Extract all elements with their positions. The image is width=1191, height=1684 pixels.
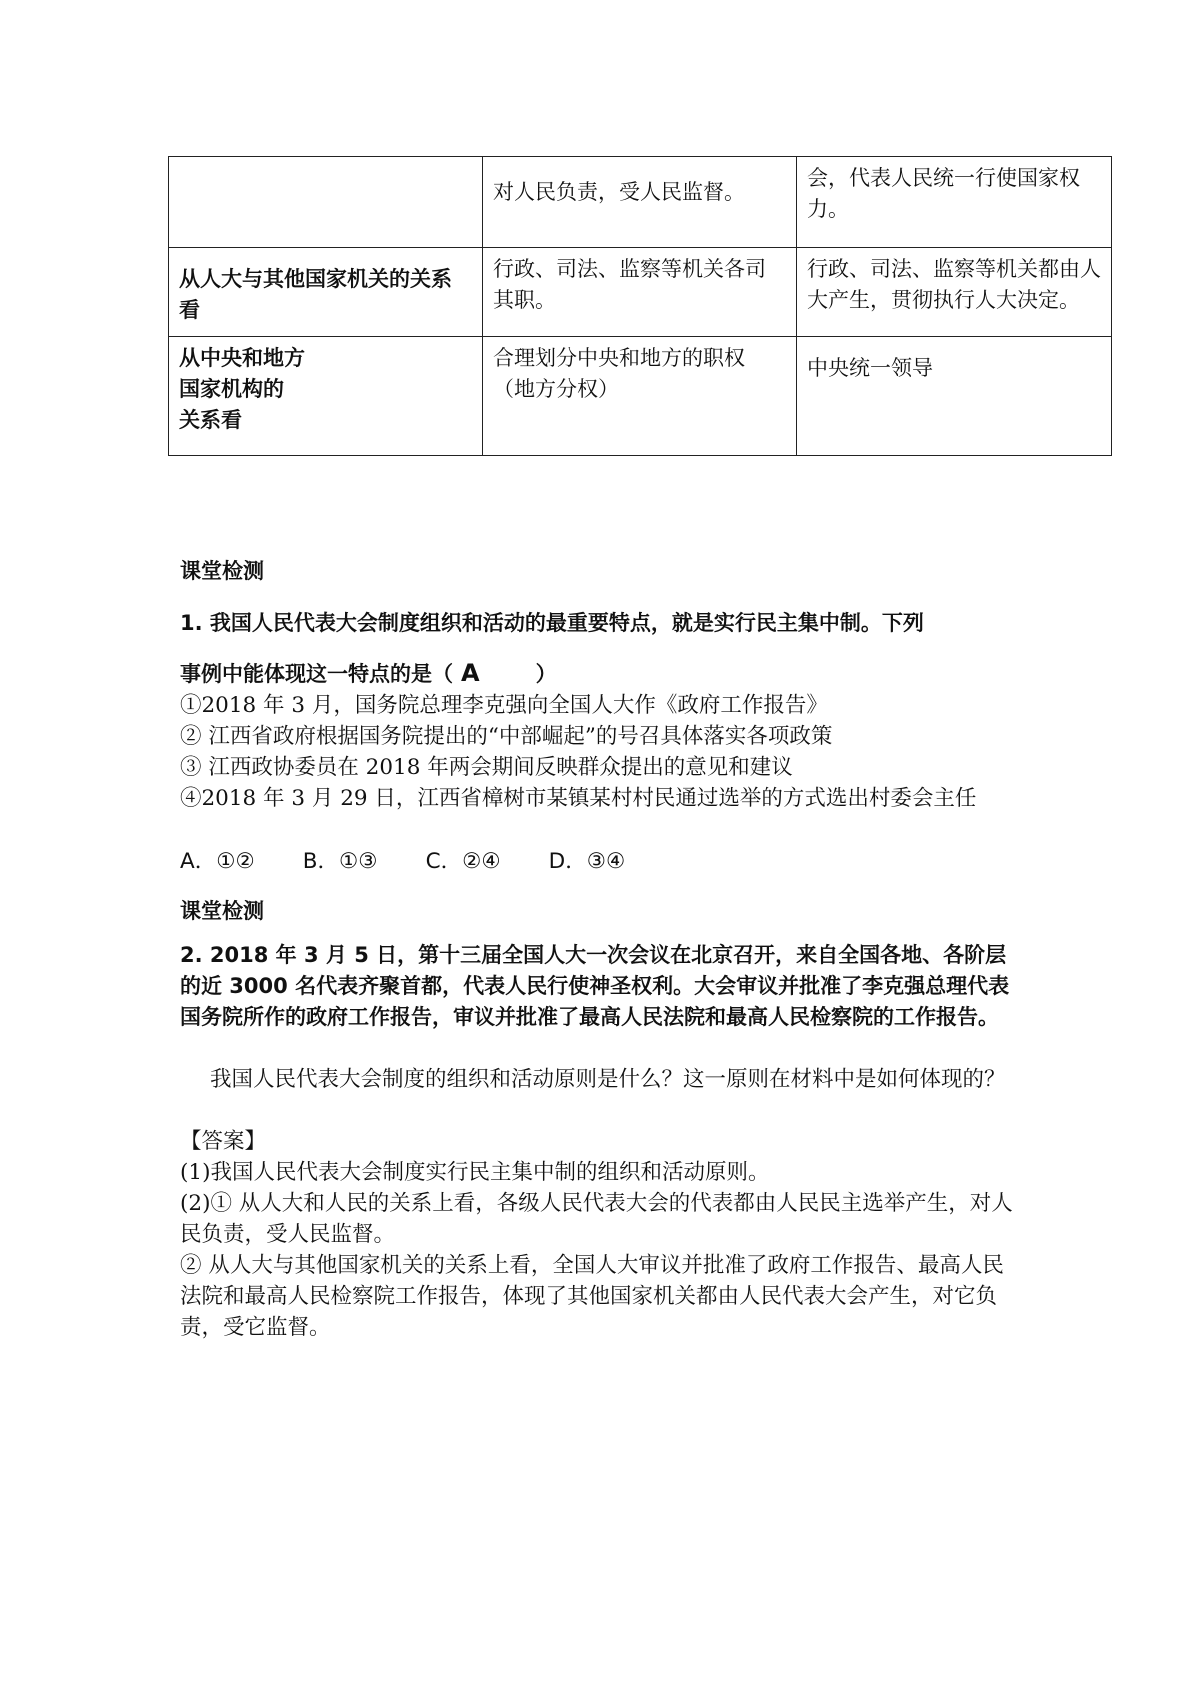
option-b: B．①③ (302, 849, 378, 874)
option-c: C．②④ (425, 849, 501, 874)
table-cell-centralization: 会，代表人民统一行使国家权力。 (797, 157, 1112, 248)
section-heading: 课堂检测 (180, 559, 264, 583)
answer-label: 【答案】 (180, 1129, 267, 1154)
table-cell-separation: 对人民负责，受人民监督。 (483, 157, 797, 248)
question-1-items (180, 690, 1020, 814)
list-item: ①2018 年 3 月，国务院总理李克强向全国人大作《政府工作报告》 (180, 693, 828, 718)
list-item: ② 江西省政府根据国务院提出的“中部崛起”的号召具体落实各项政策 (180, 724, 833, 749)
comparison-table (168, 156, 1112, 456)
table-row (169, 248, 1112, 337)
table-cell-centralization: 行政、司法、监察等机关都由人大产生，贯彻执行人大决定。 (797, 248, 1112, 337)
answer-letter: A (461, 659, 480, 687)
answer-section (180, 1126, 1020, 1343)
answer-options (180, 846, 1020, 877)
table-cell-separation: 行政、司法、监察等机关各司其职。 (483, 248, 797, 337)
question-2-prompt: 我国人民代表大会制度的组织和活动原则是什么？这一原则在材料中是如何体现的？ (210, 1067, 1006, 1092)
aspect-line: 从中央和地方 (179, 346, 305, 370)
list-item: ③ 江西政协委员在 2018 年两会期间反映群众提出的意见和建议 (180, 755, 793, 780)
list-item: ④2018 年 3 月 29 日，江西省樟树市某镇某村村民通过选举的方式选出村委会主任 (180, 786, 977, 811)
aspect-line: 国家机构的 (179, 377, 284, 401)
section-heading: 课堂检测 (180, 899, 264, 923)
table-cell-centralization: 中央统一领导 (797, 337, 1112, 456)
table-cell-aspect (169, 337, 483, 456)
table-row (169, 337, 1112, 456)
answer-point: (2)① 从人大和人民的关系上看，各级人民代表大会的代表都由人民民主选举产生，对人民负责，受人民监督。 (180, 1191, 1013, 1247)
option-d: D．③④ (548, 849, 626, 874)
answer-point: (1)我国人民代表大会制度实行民主集中制的组织和活动原则。 (180, 1160, 770, 1185)
question-line: 1. 我国人民代表大会制度组织和活动的最重要特点，就是实行民主集中制。下列 (180, 611, 924, 635)
table-cell-aspect: 从人大与其他国家机关的关系看 (169, 248, 483, 337)
question-line: 事例中能体现这一特点的是（ A ） (180, 659, 557, 687)
aspect-line: 关系看 (179, 408, 242, 432)
answer-point: ② 从人大与其他国家机关的关系上看，全国人大审议并批准了政府工作报告、最高人民法院和最高人民检察院工作报告，体现了其他国家机关都由人民代表大会产生，对它负责，受它监督。 (180, 1253, 1004, 1340)
table-cell-separation: 合理划分中央和地方的职权（地方分权） (483, 337, 797, 456)
table-row (169, 157, 1112, 248)
question-2-material: 2. 2018 年 3 月 5 日，第十三届全国人大一次会议在北京召开，来自全国各地、各阶层的近 3000 名代表齐聚首都，代表人民行使神圣权利。大会审议并批准了李克强总理代表国务院所作的政府工作报告，审议并批准了最高人民法院和最高人民检察院的工作报告。 (180, 943, 1010, 1029)
question-1 (180, 598, 1020, 699)
option-a: A．①② (180, 849, 255, 874)
table-cell-aspect (169, 157, 483, 248)
